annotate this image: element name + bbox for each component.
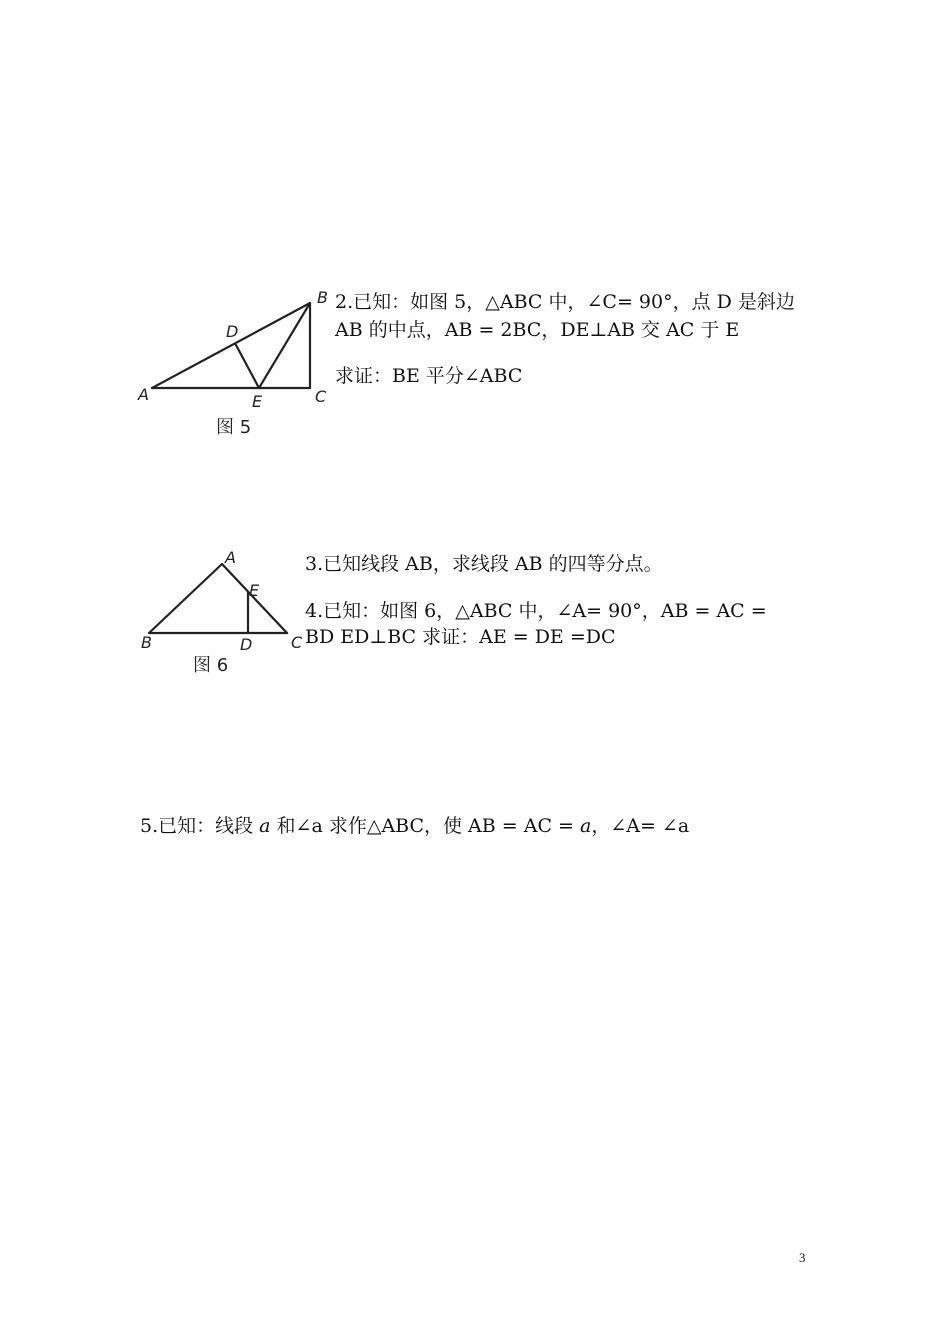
- problem-5-part-3: ，∠A= ∠a: [591, 815, 690, 837]
- problem-5: [140, 812, 689, 840]
- problem-5-part-1: 5.已知：线段: [140, 815, 260, 837]
- problem-5-var-a: a: [259, 815, 271, 837]
- figure-6-diagram: [135, 548, 310, 678]
- problem-2-line-1: 2.已知：如图 5，△ABC 中，∠C= 90°，点 D 是斜边: [335, 291, 795, 313]
- figure-5: [130, 285, 330, 445]
- fig6-caption: 图 6: [193, 655, 229, 676]
- figure-6: [135, 548, 310, 678]
- problem-5-var-a-2: a: [580, 815, 592, 837]
- fig5-caption: 图 5: [216, 417, 252, 438]
- problem-4-line-1: 4.已知：如图 6，△ABC 中，∠A= 90°，AB = AC =: [305, 600, 767, 622]
- page-number: 3: [799, 1250, 806, 1265]
- problem-2-line-2: AB 的中点，AB = 2BC，DE⊥AB 交 AC 于 E: [335, 319, 740, 341]
- fig6-label-b: B: [141, 633, 152, 652]
- fig5-label-d: D: [226, 322, 239, 341]
- problem-5-part-2: 和∠a 求作△ABC，使 AB = AC =: [270, 815, 580, 837]
- fig6-label-a: A: [225, 548, 236, 567]
- fig5-label-a: A: [138, 385, 149, 404]
- problem-3: 3.已知线段 AB，求线段 AB 的四等分点。: [305, 553, 663, 575]
- fig6-label-d: D: [240, 635, 253, 654]
- figure-5-diagram: [130, 285, 330, 445]
- fig5-label-b: B: [317, 288, 328, 307]
- fig5-label-c: C: [315, 387, 327, 406]
- problem-2-line-3: 求证：BE 平分∠ABC: [335, 365, 523, 387]
- fig6-label-c: C: [291, 633, 303, 652]
- problem-4-line-2: BD ED⊥BC 求证：AE = DE =DC: [305, 626, 616, 648]
- fig6-label-e: E: [249, 581, 260, 600]
- fig5-label-e: E: [252, 392, 263, 411]
